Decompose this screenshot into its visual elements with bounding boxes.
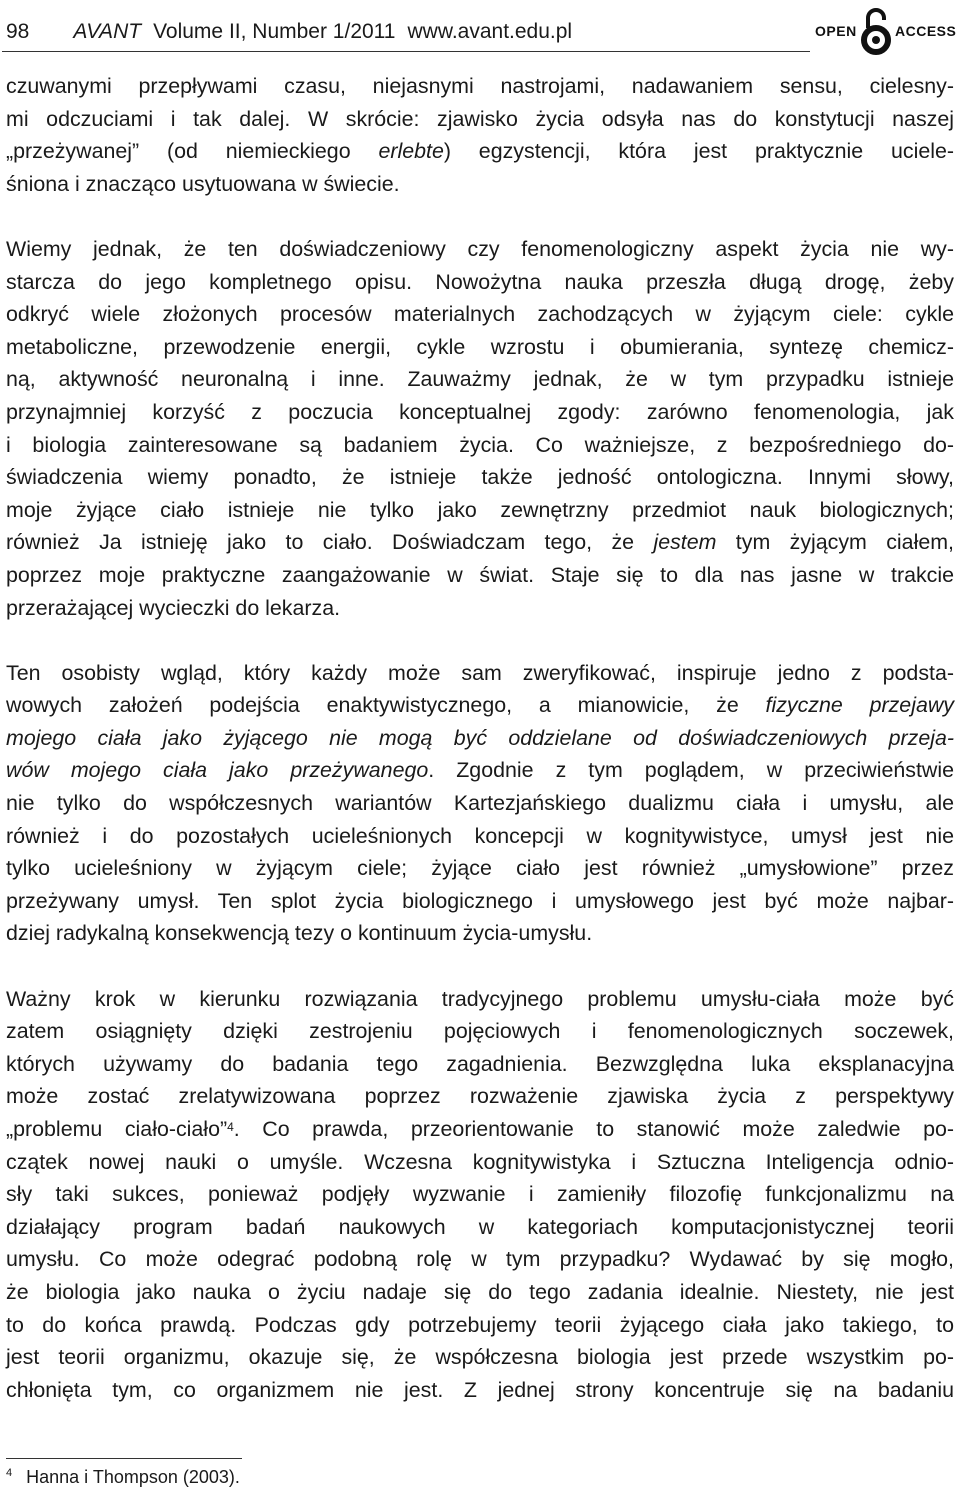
- text-run: moje żyjące ciało istnieje nie tylko jako zewnętrzny przedmiot nauk biologicznych;: [6, 497, 954, 522]
- text-line: [6, 429, 954, 462]
- text-line: [6, 1374, 954, 1407]
- journal-volume: Volume II, Number 1/2011: [153, 20, 396, 43]
- footnote-rule: [6, 1458, 242, 1459]
- page-header: [0, 0, 960, 70]
- text-line: [6, 266, 954, 299]
- text-run: starcza do jego kompletnego opisu. Nowożytna nauka przeszła długą drogę, żeby: [6, 269, 954, 294]
- text-run: przerażającej wycieczki do lekarza.: [6, 595, 341, 620]
- text-run: działający program badań naukowych w kategoriach komputacjonistycznej teorii: [6, 1214, 954, 1239]
- text-run: że biologia jako nauka o życiu nadaje się do tego zadania idealnie. Niestety, nie jest: [6, 1279, 954, 1304]
- italic-text: mojego ciała jako żyjącego nie mogą być oddzielane od doświadczeniowych przeja-: [6, 725, 954, 750]
- text-run: świadczenia wiemy ponadto, że istnieje także jedność ontologiczna. Innymi słowy,: [6, 465, 954, 490]
- text-run: tylko ucieleśniony w żyjącym ciele; żyjące ciało jest również „umysłowione” przez: [6, 856, 954, 881]
- text-run: ) egzystencji, która jest praktycznie uciele-: [443, 139, 954, 164]
- text-run: czuwanymi przepływami czasu, niejasnymi nastrojami, nadawaniem sensu, cielesny-: [6, 74, 954, 98]
- text-line: [6, 592, 954, 625]
- text-run: przeżywany umysł. Ten splot życia biologicznego i umysłowego jest być może najbar-: [6, 888, 954, 913]
- text-run: zatem osiągnięty dzięki zestrojeniu pojęciowych i fenomenologicznych soczewek,: [6, 1019, 954, 1044]
- text-run: „problemu ciało-ciało”: [6, 1117, 228, 1141]
- text-line: [6, 1309, 954, 1342]
- text-run: Wiemy jednak, że ten doświadczeniowy czy fenomenologiczny aspekt życia nie wy-: [6, 236, 954, 261]
- text-run: również Ja istnieję jako to ciało. Doświadczam tego, że: [6, 530, 654, 555]
- footnote-text: Hanna i Thompson (2003).: [26, 1467, 240, 1487]
- text-line: [6, 689, 954, 722]
- journal-url[interactable]: www.avant.edu.pl: [407, 20, 573, 43]
- footnote: [6, 1466, 240, 1488]
- open-access-lock-icon: [859, 6, 893, 56]
- header-rule: [2, 51, 810, 52]
- running-header: [6, 20, 572, 44]
- text-line: [6, 396, 954, 429]
- text-line: [6, 1276, 954, 1309]
- text-run: sły taki sukces, ponieważ podjęły wyzwanie i zamieniły filozofię funkcjonalizmu na: [6, 1182, 954, 1207]
- text-run: śniona i znacząco usytuowana w świecie.: [6, 171, 400, 196]
- text-line: [6, 1080, 954, 1113]
- text-run: i biologia zainteresowane są badaniem życia. Co ważniejsze, z bezpośredniego do-: [6, 432, 954, 457]
- italic-text: wów mojego ciała jako przeżywanego: [6, 758, 429, 783]
- text-line: [6, 135, 954, 168]
- text-run: Ważny krok w kierunku rozwiązania tradycyjnego problemu umysłu-ciała może być: [6, 986, 954, 1011]
- text-line: [6, 722, 954, 755]
- text-run: odkryć wiele złożonych procesów materialnych zachodzących w żyjącym ciele: cykle: [6, 302, 954, 327]
- text-run: nie tylko do współczesnych wariantów Kartezjańskiego dualizmu ciała i umysłu, ale: [6, 791, 954, 816]
- text-line: [6, 298, 954, 331]
- italic-text: fizyczne przejawy: [765, 693, 954, 718]
- text-run: może zostać zrelatywizowana poprzez rozważenie zjawiska życia z perspektywy: [6, 1084, 954, 1109]
- page-number: 98: [6, 20, 30, 43]
- text-line: [6, 852, 954, 885]
- text-run: poprzez moje praktyczne zaangażowanie w świat. Staje się to dla nas jasne w trakcie: [6, 562, 954, 587]
- footnote-number: 4: [6, 1467, 13, 1479]
- text-run: metaboliczne, przewodzenie energii, cykle wzrostu i obumierania, syntezę chemicz-: [6, 334, 954, 359]
- text-line: [6, 1178, 954, 1211]
- italic-text: jestem: [653, 530, 717, 555]
- text-line: [6, 754, 954, 787]
- logo-word-open: OPEN: [815, 23, 857, 39]
- footnote-ref[interactable]: 4: [227, 1120, 234, 1134]
- open-access-logo: [815, 6, 960, 58]
- text-run: Ten osobisty wgląd, który każdy może sam zweryfikować, inspiruje jedno z podsta-: [6, 660, 954, 685]
- text-line: [6, 885, 954, 918]
- text-line: [6, 1341, 954, 1374]
- text-line: [6, 233, 954, 266]
- text-line: [6, 363, 954, 396]
- text-line: [6, 1211, 954, 1244]
- text-line: [6, 983, 954, 1016]
- italic-text: erlebte: [378, 139, 444, 164]
- journal-name: AVANT: [73, 20, 142, 43]
- text-line: [6, 1015, 954, 1048]
- text-line: [6, 461, 954, 494]
- paragraph-gap: [6, 624, 954, 657]
- text-line: [6, 526, 954, 559]
- text-line: [6, 168, 954, 201]
- text-run: to do końca prawdą. Podczas gdy potrzebujemy teorii żyjącego ciała jako takiego, to: [6, 1312, 954, 1337]
- paragraph-gap: [6, 950, 954, 983]
- text-run: chłonięta tym, co organizmem nie jest. Z jednej strony koncentruje się na badaniu: [6, 1377, 954, 1402]
- text-run: mi odczuciami i tak dalej. W skrócie: zjawisko życia odsyła nas do konstytucji naszej: [6, 106, 954, 131]
- text-line: [6, 657, 954, 690]
- logo-word-access: ACCESS: [895, 23, 957, 39]
- text-line: [6, 1048, 954, 1081]
- text-line: [6, 1113, 954, 1146]
- text-run: dziej radykalną konsekwencją tezy o kontinuum życia-umysłu.: [6, 921, 593, 946]
- text-run: ną, aktywność neuronalną i inne. Zauważmy jednak, że w tym przypadku istnieje: [6, 367, 954, 392]
- text-run: . Co prawda, przeorientowanie to stanowić może zaledwie po-: [233, 1117, 954, 1141]
- text-run: umysłu. Co może odegrać podobną rolę w tym przypadku? Wydawać by się mogło,: [6, 1247, 954, 1272]
- text-line: [6, 917, 954, 950]
- text-line: [6, 331, 954, 364]
- text-line: [6, 559, 954, 592]
- text-line: [6, 1146, 954, 1179]
- paragraph-gap: [6, 200, 954, 233]
- text-line: [6, 103, 954, 136]
- text-line: [6, 820, 954, 853]
- text-run: „przeżywanej” (od niemieckiego: [6, 139, 379, 164]
- text-run: wowych założeń podejścia enaktywistycznego, a mianowicie, że: [6, 693, 766, 718]
- text-run: jest teorii organizmu, okazuje się, że współczesna biologia jest przede wszystkim po-: [6, 1345, 954, 1370]
- article-body: [6, 70, 954, 1406]
- text-run: tym żyjącym ciałem,: [716, 530, 954, 555]
- text-run: czątek nowej nauki o umyśle. Wczesna kognitywistyka i Sztuczna Inteligencja odnio-: [6, 1149, 954, 1174]
- text-line: [6, 494, 954, 527]
- text-run: przynajmniej korzyść z poczucia konceptualnej zgody: zarówno fenomenologia, jak: [6, 399, 954, 424]
- text-run: których używamy do badania tego zagadnienia. Bezwzględna luka eksplanacyjna: [6, 1051, 954, 1076]
- text-line: [6, 1243, 954, 1276]
- text-line: [6, 787, 954, 820]
- text-run: . Zgodnie z tym poglądem, w przeciwieństwie: [428, 758, 954, 783]
- text-run: również i do pozostałych ucieleśnionych koncepcji w kognitywistyce, umysł jest nie: [6, 823, 954, 848]
- text-line: [6, 70, 954, 103]
